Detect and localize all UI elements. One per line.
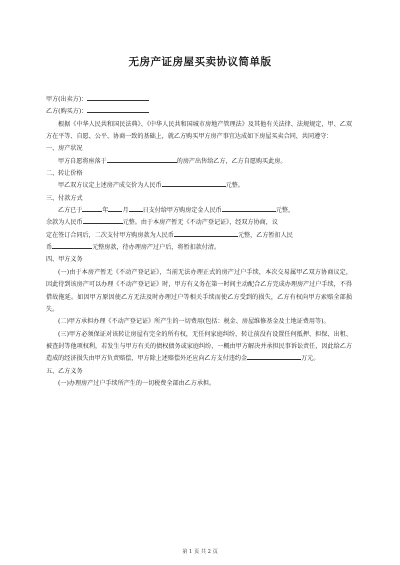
section-4-paragraph-1: (一)由于本房产暂无《不动产登记证》，当前无法办理正式的房产过户手续，本次交易属甲乙双方协商议定，因此待到该房产可以办理《不动产登记证》时，甲方有义务在第一时间主动配合乙方完成办理房产过户手续，不得借故拖延。如因甲方原因使乙方无法及时办理过户等相关手续而使乙方受到的损失，乙方有权向甲方索赔全部损失。 — [46, 268, 352, 313]
second-payment-blank[interactable] — [174, 230, 238, 237]
s1-text-part-b: 的房产出售给乙方，乙方自愿购买此房。 — [176, 157, 287, 165]
year-blank[interactable] — [82, 205, 102, 212]
price-blank[interactable] — [162, 180, 226, 187]
party-a-label: 甲方(出卖方)： — [46, 96, 88, 103]
s3-l1-e: 元整， — [275, 207, 295, 215]
section-5-paragraph-1: (一)办理房产过户手续所产生的一切税费全部由乙方承担。 — [58, 379, 216, 387]
s3-l1-c: 月 — [122, 207, 129, 215]
s3-l4-b: 元整房款，待办理房产过户后，将暂扣款付清。 — [92, 244, 221, 252]
preamble-paragraph: 根据《中华人民共和国民法典》、《中华人民共和国城市房地产管理法》及其他有关法律、法规规定，甲、乙双方在平等、自愿、公平、协商一致的基础上，就乙方购买甲方房产事宜达成如下房屋买卖合同，共同遵守： — [46, 120, 352, 141]
page-footer: 第 1 页 共 2 页 — [182, 549, 218, 555]
section-4-heading: 四、甲方义务 — [46, 256, 83, 264]
section-2-text — [46, 180, 352, 192]
s4-p3-unit: 万元。 — [301, 355, 320, 363]
balance-blank[interactable] — [83, 217, 123, 224]
s2-text-part-a: 甲乙双方议定上述房产成交价为人民币 — [58, 182, 162, 190]
s1-text-part-a: 甲方自愿将座落于 — [58, 157, 107, 165]
section-1-heading: 一、房产状况 — [46, 145, 83, 153]
s3-l1-d: 日支付给甲方购房定金人民币 — [142, 207, 222, 215]
section-4-paragraph-3 — [46, 329, 352, 366]
section-3-line-3 — [46, 230, 352, 242]
section-5-heading: 五、乙方义务 — [46, 367, 83, 375]
party-a-line — [46, 94, 352, 106]
section-2-heading: 二、转让价格 — [46, 170, 83, 178]
penalty-blank[interactable] — [247, 353, 301, 360]
section-1-text — [46, 156, 352, 168]
party-b-label: 乙方(购买方)： — [46, 108, 88, 116]
s3-l1-a: 乙方已于 — [58, 207, 83, 215]
section-4-paragraph-2: (二)甲方承担办理《不动产登记证》所产生的一切费用(包括：税金、房屋维修基金及土地证费用等)。 — [58, 318, 330, 326]
s3-l2-a: 余款为人民币 — [46, 219, 83, 227]
party-b-blank[interactable] — [87, 106, 149, 113]
section-3-heading: 三、付款方式 — [46, 194, 83, 202]
s3-l4-a: 币 — [46, 244, 53, 252]
withheld-blank[interactable] — [52, 242, 92, 249]
s4-p3-text: (三)甲方必须保证对该转让房屋有完全的所有权，无任何家庭纠纷，转让前没有设置任何抵押、担保、出租、被查封等他项权利，若发生与甲方有关的债权债务或家庭纠纷，一概由甲方解决并承担民事诉讼责任，因此给乙方造成的经济损失由甲方负责赔偿，甲方除上述赔偿外还应向乙方支付违约金 — [46, 330, 352, 363]
s3-l2-b: 元整。由于本房产暂无《不动产登记证》，经双方协商，议 — [122, 219, 278, 227]
s3-l3-a: 定在签订合同后，二次支付甲方购房款为人民币 — [46, 231, 174, 239]
section-3-line-2 — [46, 217, 352, 229]
s2-text-part-b: 元整。 — [225, 182, 244, 190]
document-title: 无房产证房屋买卖协议简单版 — [128, 56, 272, 68]
party-b-line — [46, 106, 352, 118]
s3-l1-b: 年 — [102, 207, 109, 215]
section-3-line-4 — [46, 242, 352, 254]
document-body — [46, 94, 352, 390]
property-location-blank[interactable] — [107, 156, 177, 163]
section-3-line-1 — [46, 205, 352, 217]
day-blank[interactable] — [129, 205, 143, 212]
month-blank[interactable] — [108, 205, 122, 212]
party-a-blank[interactable] — [87, 94, 149, 101]
s3-l3-b: 元整，乙方暂扣人民 — [237, 231, 293, 239]
deposit-blank[interactable] — [222, 205, 276, 212]
